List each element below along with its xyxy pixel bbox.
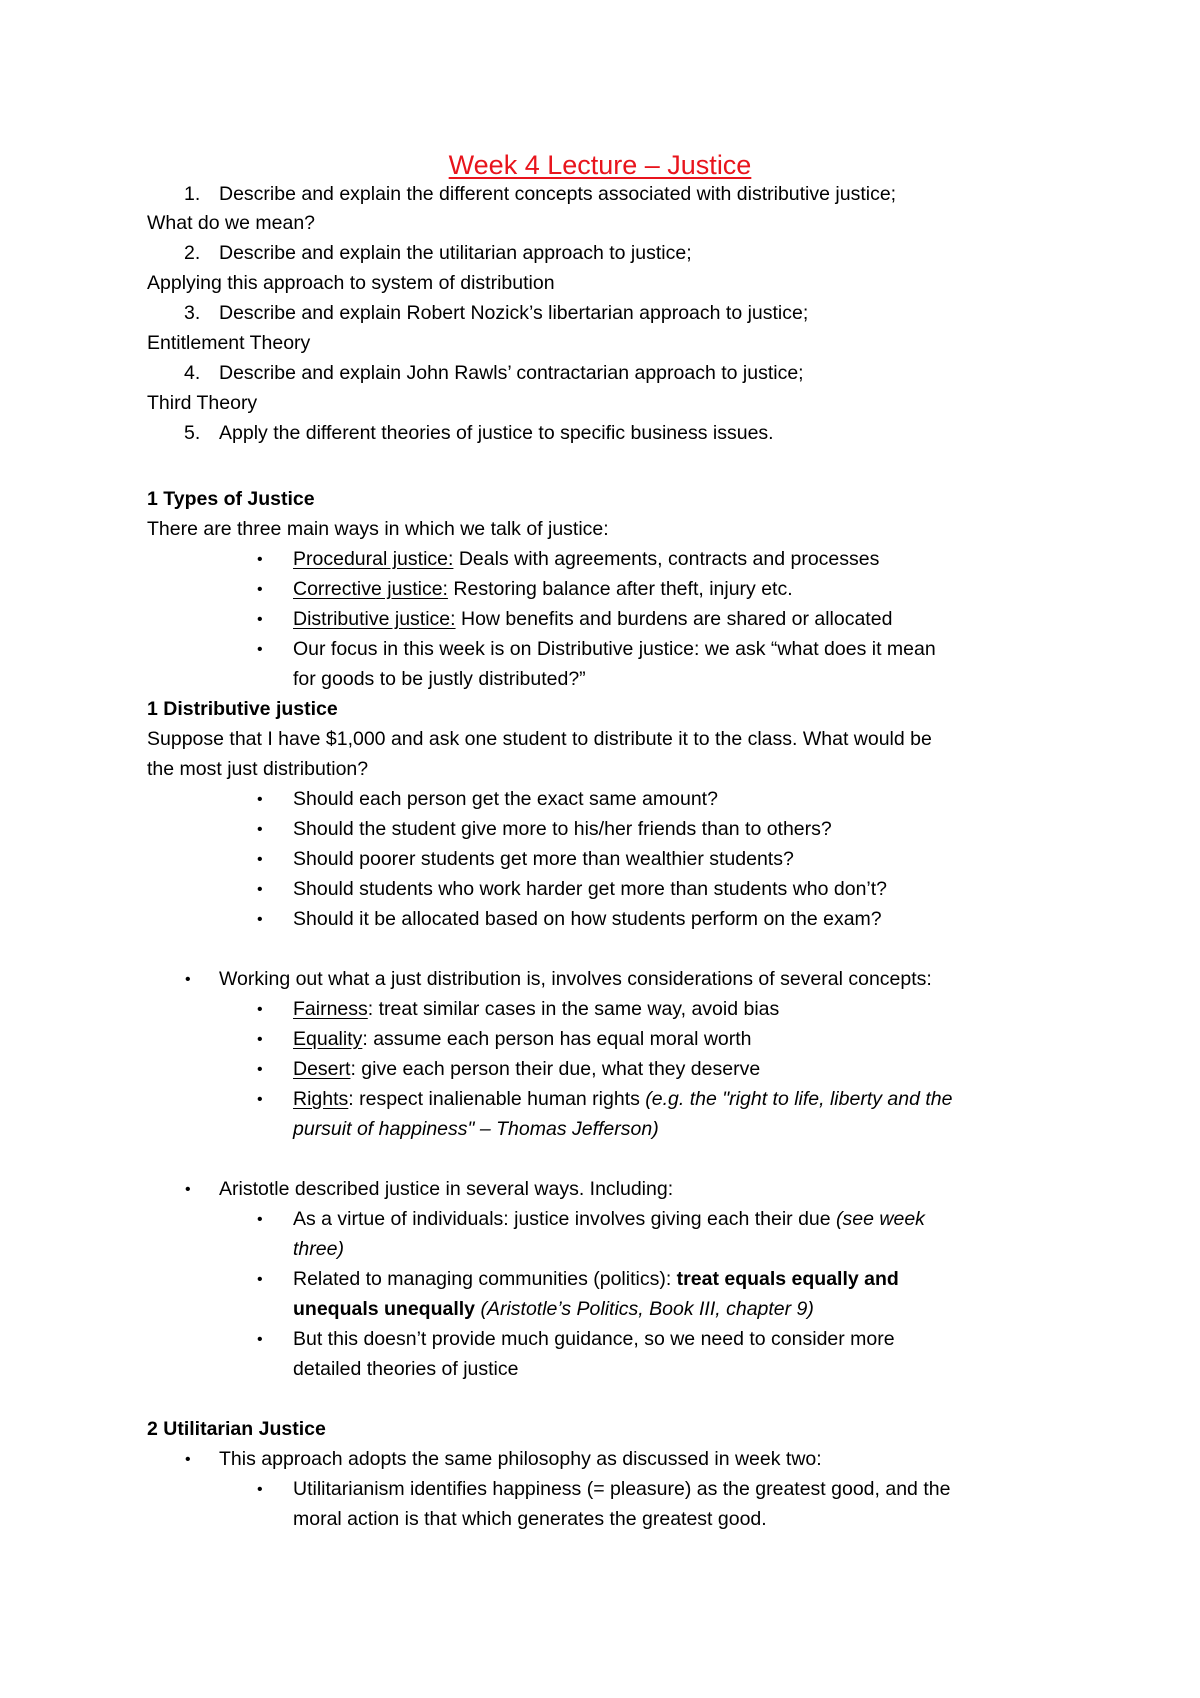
bullet-marker: • <box>185 971 191 988</box>
term-desc: Deals with agreements, contracts and processes <box>453 548 880 570</box>
section-heading: 1 Distributive justice <box>147 698 338 720</box>
list-item <box>293 610 892 630</box>
list-item: Working out what a just distribution is, involves considerations of several concepts: <box>219 968 932 990</box>
term: Distributive justice: <box>293 608 456 630</box>
bullet-marker: • <box>257 581 263 598</box>
term: Rights <box>293 1088 349 1110</box>
objective-number: 1. <box>184 183 201 205</box>
objective-text: Describe and explain the utilitarian approach to justice; <box>219 242 692 264</box>
objective-text: Apply the different theories of justice to specific business issues. <box>219 422 774 444</box>
objective-number: 2. <box>184 242 201 264</box>
list-item: But this doesn’t provide much guidance, so we need to consider more <box>293 1328 895 1350</box>
section-heading: 1 Types of Justice <box>147 488 315 510</box>
item-text: Related to managing communities (politics): <box>293 1268 677 1290</box>
term: Fairness <box>293 998 368 1020</box>
reference: (Aristotle’s Politics, Book III, chapter 9) <box>475 1298 814 1320</box>
section-intro: There are three main ways in which we talk of justice: <box>147 518 609 540</box>
emphasis: treat equals equally and <box>676 1268 899 1290</box>
bullet-marker: • <box>257 1031 263 1048</box>
list-item: Should each person get the exact same amount? <box>293 788 718 810</box>
list-item: Should it be allocated based on how students perform on the exam? <box>293 908 882 930</box>
list-item: Our focus in this week is on Distributive justice: we ask “what does it mean <box>293 638 936 660</box>
bullet-marker: • <box>257 821 263 838</box>
bullet-marker: • <box>185 1451 191 1468</box>
list-item <box>293 580 793 600</box>
list-item <box>293 1210 925 1230</box>
objective-number: 3. <box>184 302 201 324</box>
list-item-continuation: moral action is that which generates the greatest good. <box>293 1508 767 1530</box>
page-title: Week 4 Lecture – Justice <box>448 150 752 180</box>
quote: (e.g. the "right to life, liberty and the <box>645 1088 953 1110</box>
term: Procedural justice: <box>293 548 454 570</box>
objective-text: Describe and explain John Rawls’ contractarian approach to justice; <box>219 362 804 384</box>
objective-number: 4. <box>184 362 201 384</box>
bullet-marker: • <box>257 791 263 808</box>
list-item: Should poorer students get more than wealthier students? <box>293 848 794 870</box>
list-item: Utilitarianism identifies happiness (= pleasure) as the greatest good, and the <box>293 1478 951 1500</box>
objective-text: Describe and explain Robert Nozick’s libertarian approach to justice; <box>219 302 809 324</box>
list-item <box>293 1030 752 1050</box>
objective-note: Entitlement Theory <box>147 332 311 354</box>
objective-text: Describe and explain the different concepts associated with distributive justice; <box>219 183 897 205</box>
item-text: As a virtue of individuals: justice involves giving each their due <box>293 1208 837 1230</box>
bullet-marker: • <box>257 641 263 658</box>
term-desc: : give each person their due, what they deserve <box>350 1058 761 1080</box>
bullet-marker: • <box>257 851 263 868</box>
emphasis: unequals unequally <box>293 1298 476 1320</box>
objective-note: Third Theory <box>147 392 258 414</box>
bullet-marker: • <box>257 611 263 628</box>
bullet-marker: • <box>257 1091 263 1108</box>
list-item <box>293 1270 899 1290</box>
list-item: Should students who work harder get more than students who don’t? <box>293 878 888 900</box>
list-item: Should the student give more to his/her friends than to others? <box>293 818 832 840</box>
term-desc: : respect inalienable human rights <box>348 1088 646 1110</box>
bullet-marker: • <box>257 551 263 568</box>
term-desc: How benefits and burdens are shared or allocated <box>455 608 893 630</box>
list-item: Aristotle described justice in several ways. Including: <box>219 1178 674 1200</box>
bullet-marker: • <box>257 1061 263 1078</box>
list-item <box>293 1090 952 1110</box>
bullet-marker: • <box>257 1001 263 1018</box>
term: Equality <box>293 1028 363 1050</box>
list-item-continuation: detailed theories of justice <box>293 1358 519 1380</box>
reference: (see week <box>836 1208 925 1230</box>
list-item-continuation: for goods to be justly distributed?” <box>293 668 586 690</box>
paragraph-line: the most just distribution? <box>147 758 369 780</box>
list-item <box>293 1060 760 1080</box>
term: Corrective justice: <box>293 578 448 600</box>
list-item: This approach adopts the same philosophy as discussed in week two: <box>219 1448 822 1470</box>
objective-note: Applying this approach to system of distribution <box>147 272 555 294</box>
list-item-continuation: three) <box>293 1238 344 1260</box>
list-item-continuation <box>293 1300 814 1320</box>
section-heading: 2 Utilitarian Justice <box>147 1418 326 1440</box>
term-desc: : treat similar cases in the same way, avoid bias <box>367 998 780 1020</box>
objective-number: 5. <box>184 422 201 444</box>
list-item <box>293 1000 779 1020</box>
list-item-continuation: pursuit of happiness" – Thomas Jefferson) <box>293 1118 659 1140</box>
paragraph-line: Suppose that I have $1,000 and ask one student to distribute it to the class. What would be <box>147 728 932 750</box>
bullet-marker: • <box>257 1481 263 1498</box>
objective-note: What do we mean? <box>147 212 316 234</box>
bullet-marker: • <box>257 881 263 898</box>
bullet-marker: • <box>185 1181 191 1198</box>
term: Desert <box>293 1058 351 1080</box>
bullet-marker: • <box>257 911 263 928</box>
bullet-marker: • <box>257 1331 263 1348</box>
list-item <box>293 550 879 570</box>
term-desc: : assume each person has equal moral worth <box>362 1028 752 1050</box>
bullet-marker: • <box>257 1211 263 1228</box>
bullet-marker: • <box>257 1271 263 1288</box>
term-desc: Restoring balance after theft, injury etc. <box>447 578 793 600</box>
